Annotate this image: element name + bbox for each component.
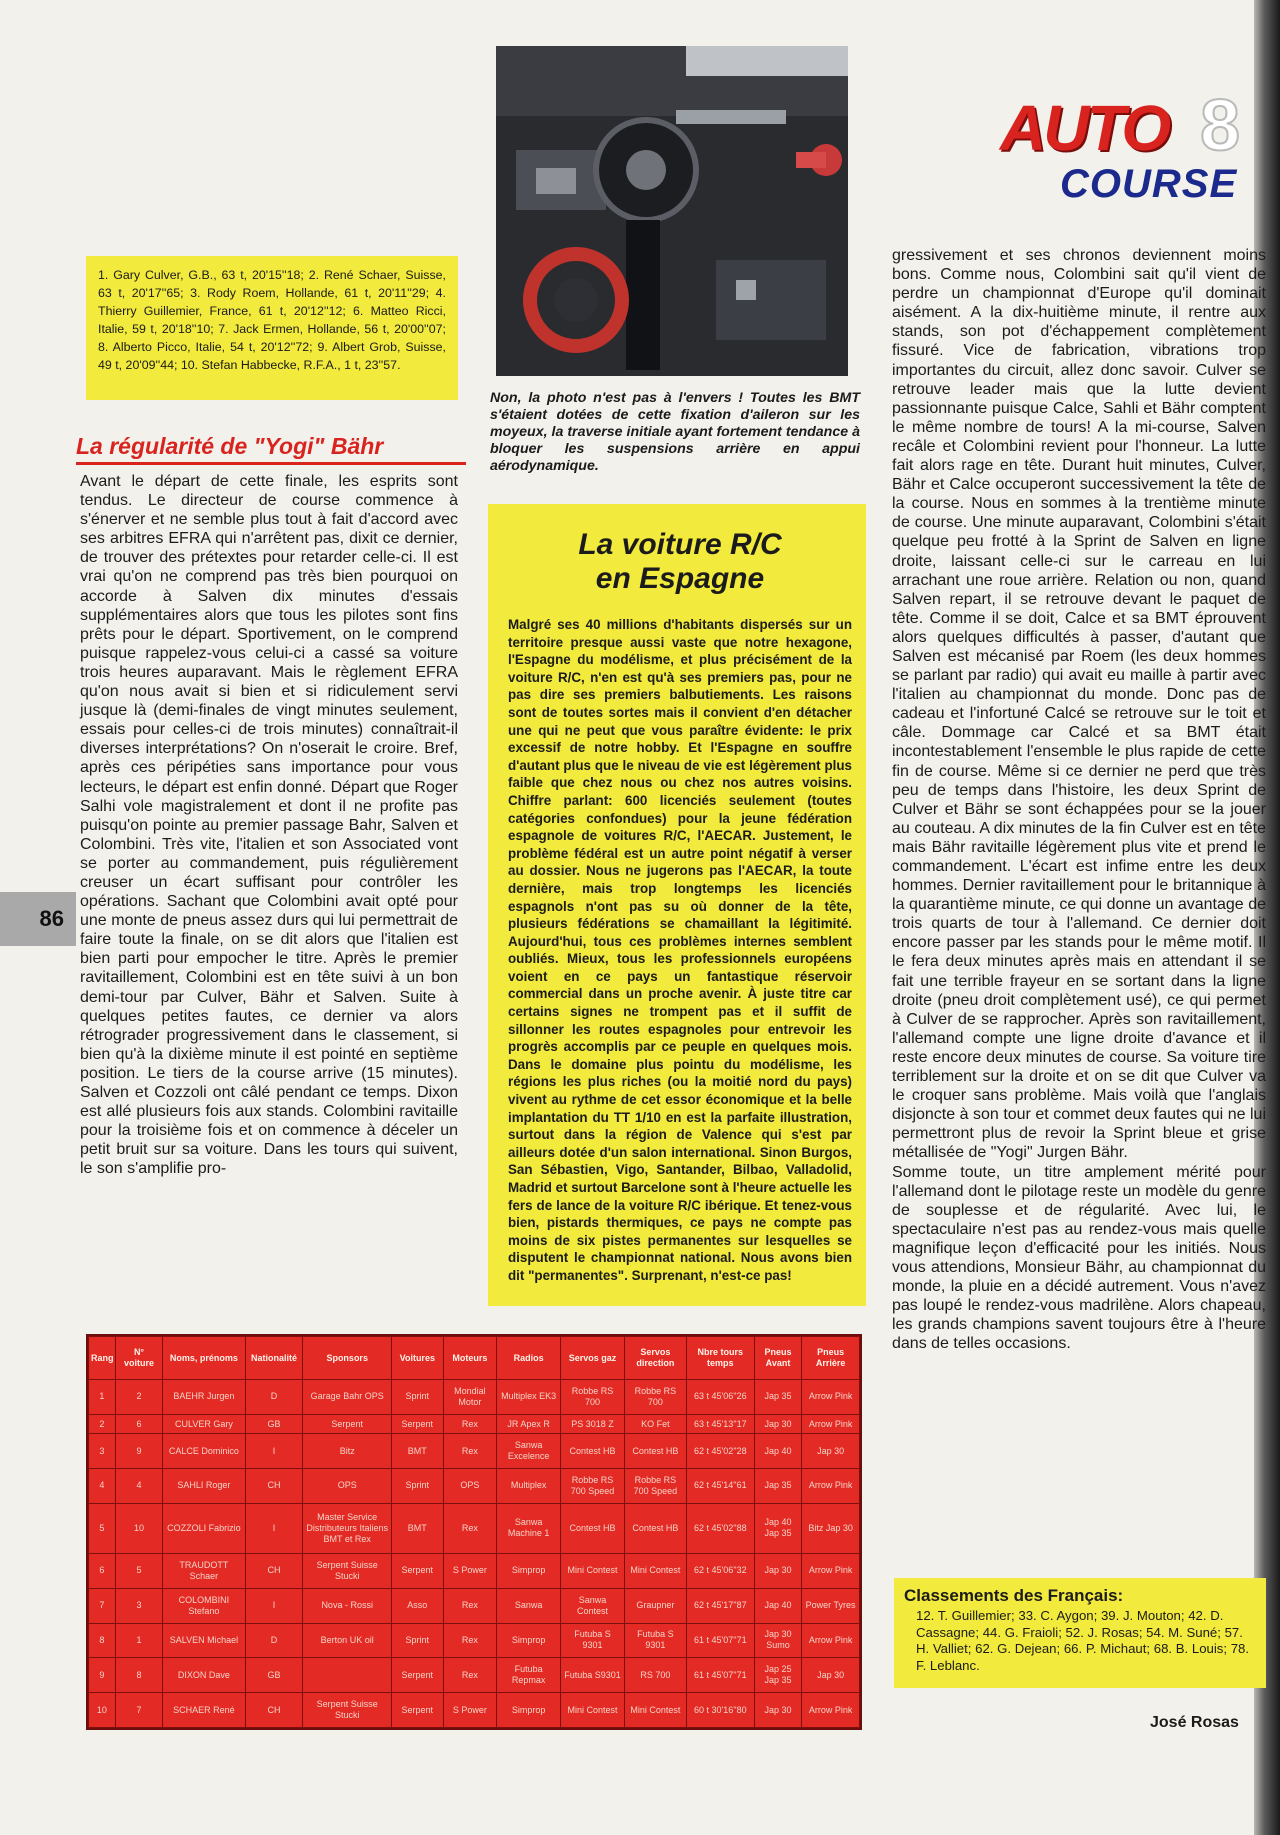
table-row: [89, 1469, 860, 1504]
table-cell: Serpent Suisse Stucki: [303, 1553, 392, 1588]
table-cell: Jap 30: [754, 1693, 801, 1728]
table-cell: OPS: [303, 1469, 392, 1504]
table-cell: Robbe RS 700 Speed: [561, 1469, 625, 1504]
table-cell: Bitz: [303, 1434, 392, 1469]
table-cell: Jap 30: [802, 1434, 860, 1469]
table-cell: 61 t 45'07''71: [686, 1658, 754, 1693]
table-cell: Jap 40: [754, 1588, 801, 1623]
table-cell: Futuba S 9301: [561, 1623, 625, 1658]
table-header-cell: Moteurs: [443, 1337, 497, 1380]
table-cell: CALCE Dominico: [163, 1434, 245, 1469]
table-cell: Futuba S 9301: [624, 1623, 686, 1658]
sidebar-box-spain: [488, 504, 866, 1306]
table-row: [89, 1414, 860, 1433]
french-standings-text: 12. T. Guillemier; 33. C. Aygon; 39. J. Mouton; 42. D. Cassagne; 44. G. Fraioli; 52. J. Rosas; 54. M. Suné; 57. H. Valliet; 62. G. Dejean; 66. P. Michaut; 68. B. Louis; 78. F. Leblanc.: [916, 1608, 1250, 1673]
table-header-cell: Nationalité: [245, 1337, 303, 1380]
table-row: [89, 1503, 860, 1553]
table-header-cell: N° voiture: [115, 1337, 162, 1380]
sidebar-title-line1: La voiture R/C: [578, 528, 782, 561]
right-column: [892, 246, 1266, 1353]
table-cell: COZZOLI Fabrizio: [163, 1503, 245, 1553]
table-cell: GB: [245, 1658, 303, 1693]
car-photo: [486, 40, 860, 384]
table-cell: Futuba S9301: [561, 1658, 625, 1693]
left-column-text: Avant le départ de cette finale, les esprits sont tendus. Le directeur de course commence à s'énerver et ne semble plus tout à fait d'accord avec ses arbitres EFRA qui n'arrêtent pas, dixit ce dernier, de trouver des prétextes pour retarder celle-ci. Il est vrai qu'on ne comprend pas très bien pourquoi on accorde à Salven dix minutes d'essais supplémentaires alors que tous les pilotes sont fins prêts pour le départ. Sportivement, on le comprend puisque rappelez-vous celui-ci a cassé sa voiture trois heures auparavant. Mais le règlement EFRA qu'on nous avait si bien et si ridiculement servi jusque là (demi-finales de vingt minutes seulement, essais pour celles-ci de trois minutes) connaîtrait-il diverses interprétations? On n'oserait le croire. Bref, après ces péripéties sans importance pour vous lecteurs, le départ est enfin donné. Départ que Roger Salhi vole magistralement et dont il ne profite pas puisqu'on pointe au premier passage Bahr, Salven et Colombini. Très vite, l'italien et son Associated vont se porter au commandement, puis régulièrement creuser un écart suffisant pour contrôler les opérations. Sachant que Colombini avait opté pour une monte de pneus assez durs qui lui permettrait de faire toute la finale, on se dit alors que l'italien est bien parti pour empocher le titre. Après le premier ravitaillement, Colombini est en tête suivi à un bon demi-tour par Culver, Bähr et Salven. Suite à quelques petites fautes, ce dernier va alors rétrograder progressivement dans le classement, si bien qu'à la dixième minute il est pointé en septième position. Le tiers de la course arrive (15 minutes). Salven et Cozzoli ont câlé pendant ce temps. Dixon est allé plusieurs fois aux stands. Colombini ravitaille pour la troisième fois et on commence à déceler un petit bruit sur sa voiture. Dans les tours qui suivent, le son s'amplifie pro-: [80, 473, 458, 1178]
table-cell: 3: [89, 1434, 116, 1469]
table-cell: COLOMBINI Stefano: [163, 1588, 245, 1623]
photo-caption: Non, la photo n'est pas à l'envers ! Toutes les BMT s'étaient dotées de cette fixation d'aileron sur les moyeux, la traverse initiale ayant fortement tendance à bloquer les suspensions arrière en appui aérodynamique.: [490, 390, 860, 474]
table-cell: 2: [115, 1380, 162, 1415]
table-cell: Robbe RS 700: [624, 1380, 686, 1415]
table-cell: 8: [89, 1623, 116, 1658]
table-cell: Jap 30: [802, 1658, 860, 1693]
table-cell: Arrow Pink: [802, 1469, 860, 1504]
table-cell: Rex: [443, 1588, 497, 1623]
table-cell: SALVEN Michael: [163, 1623, 245, 1658]
table-header-cell: Voitures: [392, 1337, 444, 1380]
table-cell: 10: [89, 1693, 116, 1728]
table-cell: Jap 40: [754, 1434, 801, 1469]
table-cell: BMT: [392, 1434, 444, 1469]
table-cell: I: [245, 1503, 303, 1553]
right-column-text: gressivement et ses chronos deviennent moins bons. Comme nous, Colombini sait qu'il vient de perdre un championnat d'Europe qu'il dominait aisément. A la dix-huitième minute, il rentre aux stands, son pot d'échappement complètement fissuré. Vice de fabrication, vibrations trop importantes du circuit, allez donc savoir. Culver se retrouve leader mais que la lutte devient passionnante puisque Calce, Sahli et Bähr comptent le même nombre de tours! A la mi-course, Salven recâle et Colombini revient pour l'honneur. La lutte fait alors rage en tête. Durant huit minutes, Culver, Bähr et Calce occuperont successivement la tête de la course. Nous en sommes à la trentième minute de course. Une minute auparavant, Colombini s'était quelque peu frotté à la Sprint de Salven en ligne droite, laissant celle-ci sur le carreau en lui arrachant une roue arrière. Relation ou non, quand Salven repart, il se retrouve devant le paquet de tête. Comme il se doit, Calce et sa BMT éprouvent alors quelques difficultés à passer, d'autant que Salven est mécanisé par Roem (les deux hommes se parlant par radio) qui avait eu maille à partir avec l'italien au championnat du monde. Donc pas de cadeau et l'infortuné Calcé se retrouve sur le toit et câle. Dommage car Calcé et sa BMT était incontestablement l'ensemble le plus rapide de cette fin de course. Même si ce dernier ne perd que très peu de temps dans l'histoire, les deux Sprint de Culver et Bähr se sont échappées pour se la jouer au couteau. A dix minutes de la fin Culver est en tête mais Bähr ravitaille légèrement plus vite et prend le commandement. L'écart est infime entre les deux hommes. Dernier ravitaillement pour le britannique à la quarantième minute, ce qui donne un avantage de trois quarts de tour à l'allemand. Ce dernier doit encore passer par les stands pour le même motif. Il le fera deux minutes après mais en attendant il se fait une terrible frayeur en se sortant dans la ligne droite (pneu droit complètement usé), ce qui permet à Culver de se rapprocher. Après son ravitaillement, l'allemand compte une ligne droite d'avance et il reste encore deux minutes de course. Sa voiture tire terriblement sur la droite et on se dit que Culver va le croquer sans problème. Mais voilà que l'anglais disjoncte à son tour et commet deux fautes qui ne lui permettront plus de revoir la Sprint bleue et grise métallisée de "Yogi" Jurgen Bähr.: [892, 247, 1266, 1162]
table-cell: Rex: [443, 1503, 497, 1553]
table-row: [89, 1588, 860, 1623]
table-cell: Rex: [443, 1434, 497, 1469]
table-cell: 5: [115, 1553, 162, 1588]
table-cell: Sanwa Contest: [561, 1588, 625, 1623]
left-column: [80, 472, 458, 1178]
table-header-cell: Noms, prénoms: [163, 1337, 245, 1380]
table-cell: 61 t 45'07''71: [686, 1623, 754, 1658]
table-cell: Serpent: [392, 1693, 444, 1728]
table-cell: 6: [89, 1553, 116, 1588]
car-photo-image: [486, 40, 860, 384]
logo-eight: 8: [1200, 86, 1241, 166]
table-cell: RS 700: [624, 1658, 686, 1693]
table-cell: Sprint: [392, 1380, 444, 1415]
table-cell: GB: [245, 1414, 303, 1433]
table-cell: SAHLI Roger: [163, 1469, 245, 1504]
table-cell: 62 t 45'02''88: [686, 1503, 754, 1553]
table-header-cell: Pneus Arrière: [802, 1337, 860, 1380]
table-cell: Contest HB: [561, 1434, 625, 1469]
table-cell: Contest HB: [624, 1503, 686, 1553]
table-cell: Mondial Motor: [443, 1380, 497, 1415]
table-cell: Mini Contest: [624, 1553, 686, 1588]
table-row: [89, 1623, 860, 1658]
table-cell: S Power: [443, 1693, 497, 1728]
table-cell: 62 t 45'02''28: [686, 1434, 754, 1469]
table-cell: CH: [245, 1693, 303, 1728]
table-cell: I: [245, 1588, 303, 1623]
table-cell: 3: [115, 1588, 162, 1623]
logo-auto: AUTO: [1000, 92, 1169, 164]
table-cell: Contest HB: [624, 1434, 686, 1469]
results-box: 1. Gary Culver, G.B., 63 t, 20'15''18; 2. René Schaer, Suisse, 63 t, 20'17''65; 3. Rody Roem, Hollande, 61 t, 20'11''29; 4. Thierry Guillemier, France, 61 t, 20'12''12; 6. Matteo Ricci, Italie, 59 t, 20'18''10; 7. Jack Ermen, Hollande, 56 t, 20'00''07; 8. Alberto Picco, Italie, 54 t, 20'12''72; 9. Albert Grob, Suisse, 49 t, 20'09''44; 10. Stefan Habbecke, R.F.A., 1 t, 23''57.: [86, 256, 458, 400]
table-header-cell: Sponsors: [303, 1337, 392, 1380]
table-header-row: [89, 1337, 860, 1380]
table-cell: BAEHR Jurgen: [163, 1380, 245, 1415]
table-cell: CH: [245, 1553, 303, 1588]
table-cell: Sanwa Machine 1: [497, 1503, 561, 1553]
table-cell: 62 t 45'14''61: [686, 1469, 754, 1504]
table-cell: Serpent: [392, 1414, 444, 1433]
table-cell: Simprop: [497, 1693, 561, 1728]
table-cell: Mini Contest: [561, 1553, 625, 1588]
table-cell: KO Fet: [624, 1414, 686, 1433]
table-cell: D: [245, 1623, 303, 1658]
table-cell: 60 t 30'16''80: [686, 1693, 754, 1728]
table-row: [89, 1693, 860, 1728]
table-cell: Arrow Pink: [802, 1380, 860, 1415]
table-cell: Serpent: [392, 1553, 444, 1588]
table-cell: 1: [89, 1380, 116, 1415]
french-standings-box: [894, 1578, 1266, 1688]
table-cell: Simprop: [497, 1553, 561, 1588]
table-cell: 4: [89, 1469, 116, 1504]
logo-course: COURSE: [1060, 162, 1238, 206]
table-cell: OPS: [443, 1469, 497, 1504]
page-number: 86: [0, 892, 76, 946]
table-cell: [303, 1658, 392, 1693]
table-cell: Arrow Pink: [802, 1414, 860, 1433]
table-cell: Sprint: [392, 1623, 444, 1658]
table-cell: TRAUDOTT Schaer: [163, 1553, 245, 1588]
table-header-cell: Servos gaz: [561, 1337, 625, 1380]
table-row: [89, 1434, 860, 1469]
table-cell: Jap 25 Jap 35: [754, 1658, 801, 1693]
table-cell: Rex: [443, 1623, 497, 1658]
table-cell: Futuba Repmax: [497, 1658, 561, 1693]
table-cell: Arrow Pink: [802, 1693, 860, 1728]
table-cell: Bitz Jap 30: [802, 1503, 860, 1553]
table-header-cell: Nbre tours temps: [686, 1337, 754, 1380]
table-cell: Serpent Suisse Stucki: [303, 1693, 392, 1728]
table-cell: S Power: [443, 1553, 497, 1588]
table-cell: 62 t 45'17''87: [686, 1588, 754, 1623]
table-cell: Rex: [443, 1414, 497, 1433]
auto8-course-logo: [1000, 86, 1270, 212]
sidebar-body: Malgré ses 40 millions d'habitants dispersés sur un territoire presque aussi vaste que notre hexagone, l'Espagne du modélisme, et plus précisément de la voiture R/C, n'en est qu'à ses premiers pas, pour ne pas dire ses premiers balbutiements. Les raisons sont de toutes sortes mais il convient d'en détacher une qui ne peut que vous paraître évidente: le prix excessif de notre hobby. Et l'Espagne en souffre d'autant plus que le niveau de vie est légèrement plus faible que chez nous ou chez nos autres voisins. Chiffre parlant: 600 licenciés seulement (toutes catégories confondues) pour la jeune fédération espagnole de voitures R/C, l'AECAR. Justement, le problème fédéral est un autre point négatif à verser au dossier. Nous ne jugerons pas l'AECAR, la toute dernière, mais trop longtemps les licenciés espagnols n'ont pas su où donner de la tête, plusieurs fédérations se chamaillant la légitimité. Aujourd'hui, tous ces problèmes internes semblent oubliés. Mieux, tous les professionnels européens voient en ce pays un fantastique réservoir commercial dans un proche avenir. À juste titre car certains signes ne trompent pas et il suffit de sillonner les routes espagnoles pour entrevoir les progrès accomplis par ce peuple en quelques mois. Dans le domaine plus pointu du modélisme, les régions les plus riches (ou la moitié nord du pays) vivent au rythme de cet essor économique et la belle implantation du TT 1/10 en est la parfaite illustration, surtout dans la région de Valence qui s'est par ailleurs dotée d'un salon international. Sinon Burgos, San Sébastien, Vigo, Santander, Bilbao, Valladolid, Madrid et surtout Barcelone sont à l'heure actuelle les fers de lance de la voiture R/C ibérique. Et tenez-vous bien, pistards thermiques, ce pays ne compte pas moins de six pistes permanentes sur lesquelles se disputent le championnat national. Nous avons bien dit "permanentes". Surprenant, n'est-ce pas!: [508, 617, 852, 1283]
section-title: La régularité de "Yogi" Bähr: [76, 432, 466, 465]
sidebar-title-line2: en Espagne: [595, 562, 765, 595]
table-header-cell: Rang: [89, 1337, 116, 1380]
table-cell: Asso: [392, 1588, 444, 1623]
table-cell: Sanwa Excelence: [497, 1434, 561, 1469]
french-standings-title: Classements des Français:: [904, 1586, 1124, 1605]
table-cell: 6: [115, 1414, 162, 1433]
table-cell: I: [245, 1434, 303, 1469]
right-column-text-2: Somme toute, un titre amplement mérité pour l'allemand dont le pilotage reste un modèle du genre de souplesse et de régularité. Avec lui, le spectaculaire n'est pas au rendez-vous mais quelle magnifique leçon d'efficacité pour les initiés. Nous vous attendions, Monsieur Bähr, au championnat du monde, la pluie en a décidé autrement. Vous n'avez pas loupé le rendez-vous madrilène. Alors chapeau, les grands champions savent toujours être à l'heure dans de telles occasions.: [892, 1163, 1266, 1353]
table-row: [89, 1553, 860, 1588]
table-cell: Mini Contest: [624, 1693, 686, 1728]
table-cell: 62 t 45'06''32: [686, 1553, 754, 1588]
table-row: [89, 1380, 860, 1415]
table-cell: Master Service Distributeurs Italiens BMT et Rex: [303, 1503, 392, 1553]
table-cell: 7: [115, 1693, 162, 1728]
table-cell: 10: [115, 1503, 162, 1553]
table-cell: Garage Bahr OPS: [303, 1380, 392, 1415]
table-cell: Arrow Pink: [802, 1623, 860, 1658]
table-header-cell: Servos direction: [624, 1337, 686, 1380]
table-cell: BMT: [392, 1503, 444, 1553]
table-cell: D: [245, 1380, 303, 1415]
results-table-grid: [88, 1336, 860, 1728]
table-row: [89, 1658, 860, 1693]
table-cell: Jap 30: [754, 1414, 801, 1433]
table-cell: Sprint: [392, 1469, 444, 1504]
table-header-cell: Pneus Avant: [754, 1337, 801, 1380]
table-cell: Serpent: [303, 1414, 392, 1433]
table-cell: 9: [89, 1658, 116, 1693]
table-cell: PS 3018 Z: [561, 1414, 625, 1433]
table-cell: Nova - Rossi: [303, 1588, 392, 1623]
table-cell: 5: [89, 1503, 116, 1553]
table-cell: Power Tyres: [802, 1588, 860, 1623]
table-cell: DIXON Dave: [163, 1658, 245, 1693]
table-cell: Robbe RS 700 Speed: [624, 1469, 686, 1504]
table-cell: Jap 35: [754, 1380, 801, 1415]
table-cell: Arrow Pink: [802, 1553, 860, 1588]
table-cell: Robbe RS 700: [561, 1380, 625, 1415]
table-cell: Jap 40 Jap 35: [754, 1503, 801, 1553]
table-cell: CULVER Gary: [163, 1414, 245, 1433]
table-cell: Multiplex EK3: [497, 1380, 561, 1415]
table-cell: Sanwa: [497, 1588, 561, 1623]
author-byline: José Rosas: [1150, 1714, 1239, 1731]
table-cell: SCHAER René: [163, 1693, 245, 1728]
results-table: [86, 1334, 862, 1730]
table-cell: Contest HB: [561, 1503, 625, 1553]
table-cell: 63 t 45'06''26: [686, 1380, 754, 1415]
table-cell: 9: [115, 1434, 162, 1469]
table-cell: Graupner: [624, 1588, 686, 1623]
table-cell: 7: [89, 1588, 116, 1623]
table-cell: 63 t 45'13''17: [686, 1414, 754, 1433]
table-header-cell: Radios: [497, 1337, 561, 1380]
table-cell: Multiplex: [497, 1469, 561, 1504]
table-cell: JR Apex R: [497, 1414, 561, 1433]
table-cell: Jap 30 Sumo: [754, 1623, 801, 1658]
table-cell: Simprop: [497, 1623, 561, 1658]
table-cell: Jap 30: [754, 1553, 801, 1588]
sidebar-title: [508, 528, 852, 596]
table-cell: Jap 35: [754, 1469, 801, 1504]
table-cell: 2: [89, 1414, 116, 1433]
table-cell: Mini Contest: [561, 1693, 625, 1728]
table-cell: 8: [115, 1658, 162, 1693]
table-cell: 1: [115, 1623, 162, 1658]
table-cell: CH: [245, 1469, 303, 1504]
table-body: [89, 1380, 860, 1728]
table-cell: Berton UK oil: [303, 1623, 392, 1658]
table-cell: Serpent: [392, 1658, 444, 1693]
table-cell: Rex: [443, 1658, 497, 1693]
table-cell: 4: [115, 1469, 162, 1504]
